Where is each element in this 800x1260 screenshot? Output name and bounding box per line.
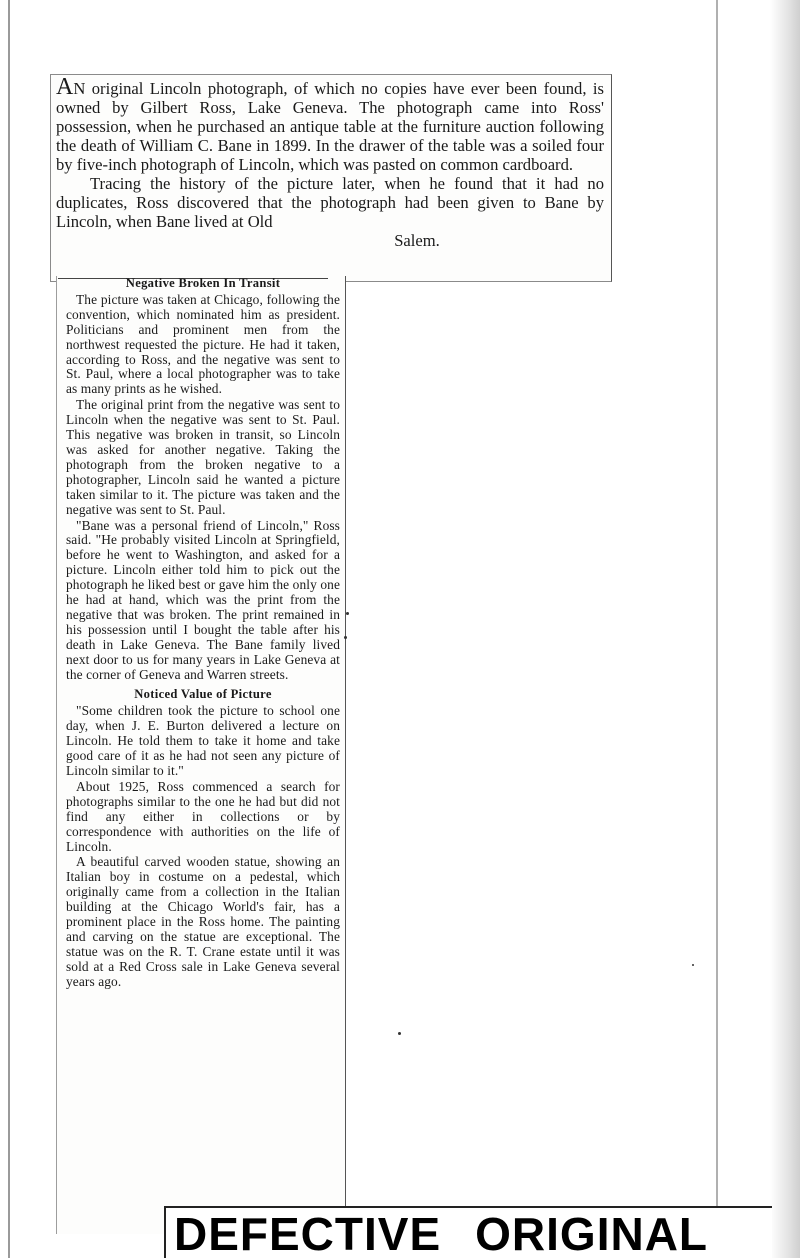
print-speck — [344, 636, 347, 639]
defective-original-stamp — [164, 1206, 772, 1258]
section-heading-negative-broken: Negative Broken In Transit — [125, 276, 281, 290]
scan-border-right — [716, 0, 718, 1258]
lead-paragraph-2-end: Salem. — [394, 231, 440, 250]
article-paragraph: "Some children took the picture to school one day, when J. E. Burton delivered a lecture on Lincoln. He told them to take it home and take good care of it as he had not seen any picture of Lincoln similar to it." — [66, 703, 340, 778]
article-paragraph: About 1925, Ross commenced a search for photographs similar to the one he had but did not find any either in collections or by correspondence with authorities on the life of Lincoln. — [66, 778, 340, 854]
article-paragraph: "Bane was a personal friend of Lincoln," Ross said. "He probably visited Lincoln at Springfield, before he went to Washington, and asked for a picture. Lincoln either told him to pick out the photograph he liked best or gave him the only one he had at hand, which was the print from the negative that was broken. The print remained in his possession until I bought the table after his death in Lake Geneva. The Bane family lived next door to us for many years in Lake Geneva at the corner of Geneva and Warren streets. — [66, 517, 340, 682]
lead-paragraph-2-text: Tracing the history of the picture later, when he found that it had no duplicates, Ross discovered that the photograph had been given to Bane by Lincoln, when Bane lived at Old — [56, 174, 604, 231]
scan-border-left — [8, 0, 10, 1258]
lead-text-block — [56, 74, 604, 250]
stamp-word-defective: DEFECTIVE — [174, 1208, 442, 1260]
page-edge-shadow — [770, 0, 800, 1258]
column-text-block — [66, 276, 340, 991]
lead-paragraph-1: AN original Lincoln photograph, of which no copies have ever been found, is owned by Gilbert Ross, Lake Geneva. The photograph came into Ross' possession, when he purchased an antique table at the furniture auction following the death of William C. Bane in 1899. In the drawer of the table was a soiled four by five-inch photograph of Lincoln, which was pasted on common cardboard. — [56, 74, 604, 174]
section-heading-noticed-value: Noticed Value of Picture — [134, 687, 272, 702]
print-speck — [692, 964, 694, 966]
print-speck — [398, 1032, 401, 1035]
stamp-word-original: ORIGINAL — [475, 1208, 709, 1260]
article-paragraph: The original print from the negative was sent to Lincoln when the negative was sent to St. Paul. This negative was broken in transit, so Lincoln was asked for another negative. Taking the photograph from the broken negative to a photographer, Lincoln said he wanted a picture taken similar to it. The picture was taken and the negative was sent to St. Paul. — [66, 397, 340, 517]
lead-paragraph-2 — [56, 174, 604, 250]
article-paragraph: A beautiful carved wooden statue, showing an Italian boy in costume on a pedestal, which originally came from a collection in the Italian building at the Chicago World's fair, has a prominent place in the Ross home. The painting and carving on the statue are exceptional. The statue was on the R. T. Crane estate until it was sold at a Red Cross sale in Lake Geneva several years ago. — [66, 854, 340, 989]
article-paragraph: The picture was taken at Chicago, following the convention, which nominated him as president. Politicians and prominent men from the northwest requested the picture. He had it taken, according to Ross, and the negative was sent to St. Paul, where a local photographer was to take as many prints as he wished. — [66, 291, 340, 397]
print-speck — [346, 612, 349, 615]
